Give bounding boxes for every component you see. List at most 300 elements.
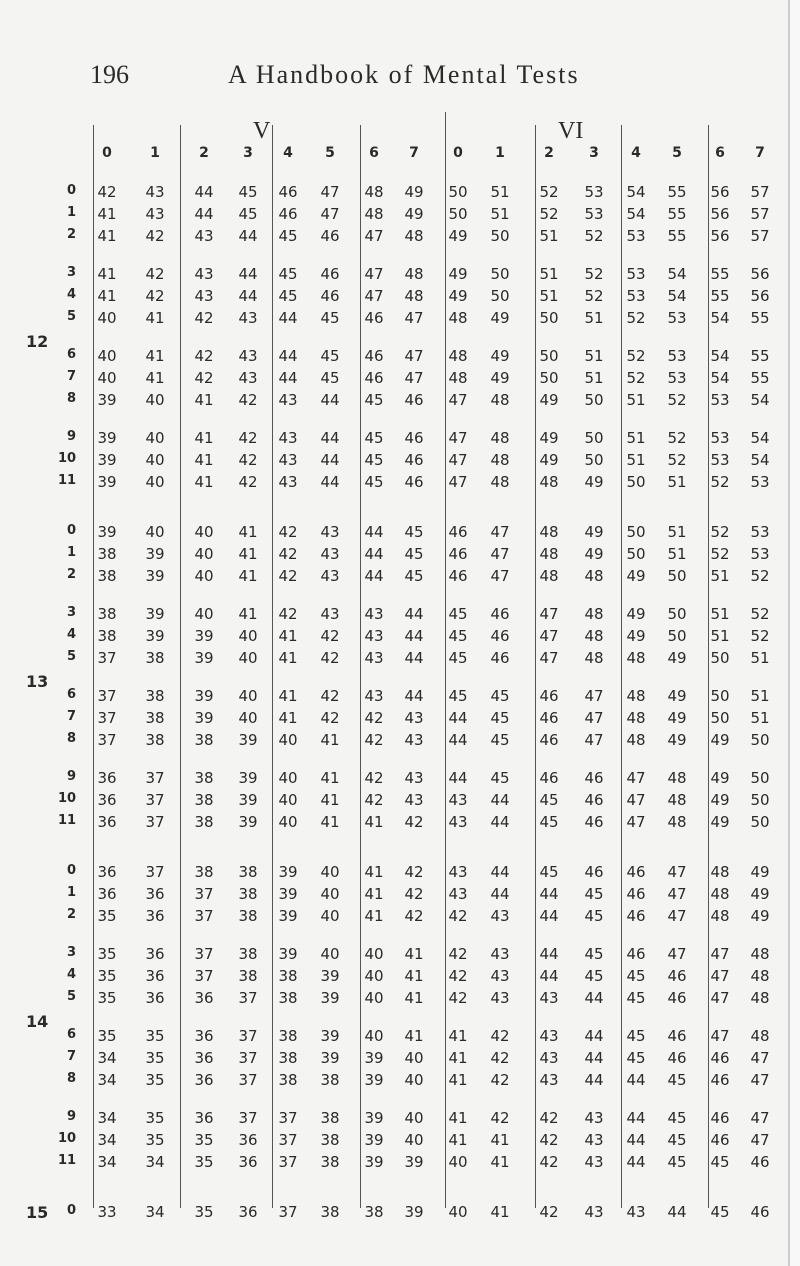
table-cell: 53 xyxy=(710,451,730,469)
table-cell: 49 xyxy=(750,885,770,903)
table-cell: 42 xyxy=(539,1109,559,1127)
table-cell: 44 xyxy=(584,1049,604,1067)
row-label: 2 xyxy=(66,227,76,242)
table-cell: 36 xyxy=(97,791,117,809)
table-cell: 47 xyxy=(584,731,604,749)
table-cell: 47 xyxy=(448,391,468,409)
table-cell: 34 xyxy=(97,1131,117,1149)
table-cell: 48 xyxy=(750,989,770,1007)
table-cell: 39 xyxy=(364,1049,384,1067)
row-label: 5 xyxy=(66,649,76,664)
table-cell: 45 xyxy=(448,649,468,667)
table-cell: 42 xyxy=(490,1027,510,1045)
table-cell: 41 xyxy=(404,1027,424,1045)
column-group-v: V xyxy=(253,118,271,144)
table-cell: 39 xyxy=(97,523,117,541)
table-cell: 39 xyxy=(194,709,214,727)
table-cell: 47 xyxy=(626,813,646,831)
table-cell: 41 xyxy=(278,649,298,667)
table-cell: 44 xyxy=(404,687,424,705)
table-cell: 46 xyxy=(710,1071,730,1089)
table-cell: 46 xyxy=(584,813,604,831)
table-cell: 47 xyxy=(710,1027,730,1045)
column-header: 7 xyxy=(409,145,419,161)
row-label: 11 xyxy=(58,473,77,488)
table-cell: 41 xyxy=(448,1049,468,1067)
table-cell: 34 xyxy=(97,1071,117,1089)
table-cell: 43 xyxy=(320,545,340,563)
table-cell: 49 xyxy=(667,687,687,705)
table-cell: 40 xyxy=(97,309,117,327)
table-cell: 43 xyxy=(404,731,424,749)
table-cell: 35 xyxy=(194,1131,214,1149)
table-cell: 40 xyxy=(364,989,384,1007)
table-cell: 48 xyxy=(404,227,424,245)
table-cell: 40 xyxy=(448,1153,468,1171)
table-cell: 53 xyxy=(626,287,646,305)
table-cell: 50 xyxy=(448,205,468,223)
table-cell: 41 xyxy=(320,791,340,809)
table-cell: 50 xyxy=(750,731,770,749)
table-cell: 35 xyxy=(97,989,117,1007)
table-cell: 55 xyxy=(667,183,687,201)
table-cell: 38 xyxy=(238,885,258,903)
table-cell: 53 xyxy=(667,347,687,365)
table-cell: 44 xyxy=(320,429,340,447)
table-cell: 40 xyxy=(238,627,258,645)
table-cell: 41 xyxy=(97,287,117,305)
table-cell: 45 xyxy=(490,731,510,749)
table-cell: 38 xyxy=(145,709,165,727)
row-label: 1 xyxy=(66,885,76,900)
table-cell: 45 xyxy=(539,863,559,881)
row-label: 4 xyxy=(66,287,76,302)
table-cell: 48 xyxy=(448,347,468,365)
table-cell: 52 xyxy=(584,265,604,283)
table-cell: 41 xyxy=(448,1071,468,1089)
table-cell: 38 xyxy=(145,649,165,667)
table-cell: 44 xyxy=(404,649,424,667)
table-cell: 49 xyxy=(710,813,730,831)
table-cell: 44 xyxy=(320,473,340,491)
table-cell: 44 xyxy=(626,1071,646,1089)
table-cell: 49 xyxy=(490,369,510,387)
table-cell: 47 xyxy=(448,429,468,447)
row-label: 11 xyxy=(58,1153,77,1168)
table-cell: 44 xyxy=(448,731,468,749)
table-cell: 44 xyxy=(584,989,604,1007)
table-cell: 43 xyxy=(626,1203,646,1221)
table-cell: 48 xyxy=(667,791,687,809)
table-cell: 54 xyxy=(710,347,730,365)
table-cell: 44 xyxy=(539,945,559,963)
table-cell: 48 xyxy=(404,287,424,305)
table-cell: 38 xyxy=(194,813,214,831)
table-cell: 44 xyxy=(238,287,258,305)
table-cell: 38 xyxy=(194,863,214,881)
table-cell: 43 xyxy=(238,347,258,365)
table-cell: 40 xyxy=(145,451,165,469)
table-cell: 54 xyxy=(626,205,646,223)
table-cell: 42 xyxy=(145,227,165,245)
table-cell: 46 xyxy=(539,687,559,705)
table-cell: 51 xyxy=(710,567,730,585)
table-cell: 46 xyxy=(448,545,468,563)
table-cell: 51 xyxy=(710,605,730,623)
table-cell: 36 xyxy=(145,907,165,925)
table-cell: 45 xyxy=(710,1203,730,1221)
table-cell: 47 xyxy=(626,769,646,787)
table-cell: 43 xyxy=(404,769,424,787)
table-cell: 42 xyxy=(539,1153,559,1171)
table-cell: 42 xyxy=(404,813,424,831)
table-cell: 46 xyxy=(404,473,424,491)
column-header: 1 xyxy=(495,145,505,161)
table-cell: 37 xyxy=(238,1027,258,1045)
table-cell: 37 xyxy=(278,1203,298,1221)
table-cell: 44 xyxy=(278,309,298,327)
table-cell: 44 xyxy=(194,205,214,223)
table-cell: 39 xyxy=(320,1027,340,1045)
table-cell: 42 xyxy=(194,309,214,327)
table-cell: 50 xyxy=(710,687,730,705)
table-cell: 42 xyxy=(448,989,468,1007)
column-group-vi: VI xyxy=(558,118,584,144)
table-cell: 46 xyxy=(539,731,559,749)
table-cell: 48 xyxy=(448,309,468,327)
table-cell: 44 xyxy=(626,1109,646,1127)
table-cell: 53 xyxy=(626,265,646,283)
table-cell: 50 xyxy=(750,813,770,831)
table-cell: 49 xyxy=(750,907,770,925)
table-cell: 48 xyxy=(626,687,646,705)
table-cell: 47 xyxy=(710,967,730,985)
table-cell: 38 xyxy=(278,967,298,985)
table-cell: 36 xyxy=(194,1027,214,1045)
table-cell: 47 xyxy=(667,885,687,903)
table-cell: 38 xyxy=(320,1131,340,1149)
table-cell: 45 xyxy=(404,523,424,541)
table-cell: 46 xyxy=(448,523,468,541)
table-cell: 53 xyxy=(750,523,770,541)
table-cell: 45 xyxy=(626,989,646,1007)
table-cell: 39 xyxy=(238,731,258,749)
table-cell: 49 xyxy=(584,523,604,541)
table-cell: 44 xyxy=(539,907,559,925)
table-cell: 36 xyxy=(145,945,165,963)
table-cell: 45 xyxy=(278,287,298,305)
table-cell: 45 xyxy=(667,1071,687,1089)
table-cell: 46 xyxy=(626,885,646,903)
table-cell: 46 xyxy=(750,1153,770,1171)
table-cell: 46 xyxy=(448,567,468,585)
table-cell: 48 xyxy=(539,545,559,563)
table-cell: 47 xyxy=(448,451,468,469)
table-cell: 43 xyxy=(404,709,424,727)
table-cell: 38 xyxy=(278,989,298,1007)
column-rule xyxy=(180,125,181,1208)
table-cell: 42 xyxy=(238,473,258,491)
table-cell: 45 xyxy=(364,473,384,491)
table-cell: 45 xyxy=(364,429,384,447)
table-cell: 42 xyxy=(278,523,298,541)
table-cell: 45 xyxy=(584,907,604,925)
table-cell: 46 xyxy=(667,1027,687,1045)
table-cell: 41 xyxy=(238,567,258,585)
table-cell: 41 xyxy=(145,347,165,365)
table-cell: 40 xyxy=(278,769,298,787)
table-cell: 39 xyxy=(238,813,258,831)
table-cell: 38 xyxy=(97,567,117,585)
table-cell: 54 xyxy=(667,265,687,283)
table-cell: 48 xyxy=(667,769,687,787)
table-cell: 43 xyxy=(584,1131,604,1149)
table-cell: 39 xyxy=(238,769,258,787)
table-cell: 40 xyxy=(364,967,384,985)
table-cell: 38 xyxy=(97,605,117,623)
table-cell: 36 xyxy=(145,967,165,985)
table-cell: 43 xyxy=(278,391,298,409)
table-cell: 43 xyxy=(539,1027,559,1045)
age-label: 13 xyxy=(26,672,49,691)
table-cell: 39 xyxy=(97,391,117,409)
table-cell: 50 xyxy=(626,545,646,563)
table-cell: 43 xyxy=(490,967,510,985)
table-cell: 40 xyxy=(194,545,214,563)
table-cell: 35 xyxy=(97,967,117,985)
column-header: 6 xyxy=(715,145,725,161)
table-cell: 40 xyxy=(320,885,340,903)
table-cell: 47 xyxy=(364,287,384,305)
table-cell: 50 xyxy=(626,473,646,491)
table-cell: 37 xyxy=(97,649,117,667)
table-cell: 42 xyxy=(238,429,258,447)
table-cell: 52 xyxy=(584,227,604,245)
table-cell: 41 xyxy=(278,687,298,705)
table-cell: 45 xyxy=(404,545,424,563)
table-cell: 50 xyxy=(539,309,559,327)
table-cell: 47 xyxy=(364,227,384,245)
table-cell: 48 xyxy=(584,649,604,667)
table-cell: 48 xyxy=(364,183,384,201)
table-cell: 40 xyxy=(194,523,214,541)
row-label: 3 xyxy=(66,945,76,960)
table-cell: 38 xyxy=(320,1109,340,1127)
table-cell: 48 xyxy=(364,205,384,223)
table-cell: 42 xyxy=(404,907,424,925)
table-cell: 35 xyxy=(145,1049,165,1067)
table-cell: 52 xyxy=(626,369,646,387)
table-cell: 35 xyxy=(97,1027,117,1045)
table-cell: 45 xyxy=(710,1153,730,1171)
column-header: 4 xyxy=(283,145,293,161)
table-cell: 48 xyxy=(710,863,730,881)
table-cell: 43 xyxy=(448,863,468,881)
table-cell: 47 xyxy=(667,907,687,925)
table-cell: 48 xyxy=(539,523,559,541)
table-cell: 44 xyxy=(626,1153,646,1171)
table-cell: 51 xyxy=(584,309,604,327)
table-cell: 53 xyxy=(667,369,687,387)
table-cell: 39 xyxy=(194,627,214,645)
table-cell: 52 xyxy=(750,627,770,645)
table-cell: 52 xyxy=(667,429,687,447)
table-cell: 49 xyxy=(539,391,559,409)
table-cell: 47 xyxy=(667,863,687,881)
table-cell: 48 xyxy=(626,649,646,667)
table-cell: 46 xyxy=(320,287,340,305)
table-cell: 54 xyxy=(667,287,687,305)
table-cell: 56 xyxy=(710,183,730,201)
table-cell: 39 xyxy=(404,1153,424,1171)
table-cell: 36 xyxy=(194,1049,214,1067)
table-cell: 41 xyxy=(404,967,424,985)
table-cell: 41 xyxy=(490,1203,510,1221)
table-cell: 47 xyxy=(750,1049,770,1067)
table-cell: 41 xyxy=(364,863,384,881)
table-cell: 49 xyxy=(710,769,730,787)
table-cell: 41 xyxy=(404,989,424,1007)
table-cell: 50 xyxy=(490,287,510,305)
table-cell: 49 xyxy=(626,605,646,623)
table-cell: 50 xyxy=(490,227,510,245)
table-cell: 42 xyxy=(320,649,340,667)
table-cell: 50 xyxy=(584,391,604,409)
table-cell: 39 xyxy=(278,945,298,963)
table-cell: 44 xyxy=(320,391,340,409)
table-cell: 41 xyxy=(97,265,117,283)
table-cell: 52 xyxy=(626,347,646,365)
age-label: 14 xyxy=(26,1012,49,1031)
table-cell: 43 xyxy=(539,1071,559,1089)
table-cell: 45 xyxy=(278,265,298,283)
table-cell: 36 xyxy=(194,989,214,1007)
table-cell: 46 xyxy=(750,1203,770,1221)
table-cell: 43 xyxy=(238,369,258,387)
table-cell: 44 xyxy=(194,183,214,201)
table-cell: 39 xyxy=(194,687,214,705)
table-cell: 42 xyxy=(320,687,340,705)
table-cell: 51 xyxy=(584,369,604,387)
table-cell: 38 xyxy=(145,687,165,705)
table-cell: 52 xyxy=(584,287,604,305)
table-cell: 46 xyxy=(404,429,424,447)
table-cell: 39 xyxy=(97,429,117,447)
table-cell: 42 xyxy=(320,627,340,645)
table-cell: 55 xyxy=(710,287,730,305)
column-header: 4 xyxy=(631,145,641,161)
table-cell: 39 xyxy=(364,1071,384,1089)
table-cell: 48 xyxy=(710,907,730,925)
table-cell: 41 xyxy=(97,205,117,223)
table-cell: 43 xyxy=(584,1109,604,1127)
table-cell: 44 xyxy=(238,227,258,245)
table-cell: 45 xyxy=(490,687,510,705)
table-cell: 45 xyxy=(320,347,340,365)
table-cell: 36 xyxy=(97,813,117,831)
table-cell: 51 xyxy=(539,265,559,283)
table-cell: 43 xyxy=(448,885,468,903)
table-cell: 41 xyxy=(320,731,340,749)
table-cell: 41 xyxy=(278,709,298,727)
table-cell: 46 xyxy=(584,863,604,881)
table-cell: 50 xyxy=(750,791,770,809)
table-cell: 53 xyxy=(667,309,687,327)
table-cell: 47 xyxy=(490,523,510,541)
table-cell: 43 xyxy=(539,1049,559,1067)
table-cell: 36 xyxy=(145,885,165,903)
table-cell: 37 xyxy=(238,1049,258,1067)
table-cell: 37 xyxy=(194,967,214,985)
table-cell: 40 xyxy=(448,1203,468,1221)
table-cell: 46 xyxy=(364,309,384,327)
table-cell: 48 xyxy=(539,473,559,491)
table-cell: 43 xyxy=(320,605,340,623)
table-cell: 47 xyxy=(750,1071,770,1089)
table-cell: 48 xyxy=(448,369,468,387)
table-cell: 47 xyxy=(404,347,424,365)
table-cell: 38 xyxy=(278,1027,298,1045)
table-cell: 50 xyxy=(539,347,559,365)
table-cell: 42 xyxy=(490,1071,510,1089)
table-cell: 39 xyxy=(278,863,298,881)
table-cell: 38 xyxy=(238,907,258,925)
table-cell: 37 xyxy=(97,687,117,705)
table-cell: 46 xyxy=(320,227,340,245)
table-cell: 37 xyxy=(194,907,214,925)
table-cell: 42 xyxy=(194,347,214,365)
table-cell: 42 xyxy=(194,369,214,387)
table-cell: 45 xyxy=(667,1131,687,1149)
table-cell: 45 xyxy=(626,967,646,985)
table-cell: 46 xyxy=(364,347,384,365)
table-cell: 48 xyxy=(750,967,770,985)
table-cell: 48 xyxy=(626,709,646,727)
table-cell: 40 xyxy=(364,1027,384,1045)
table-cell: 49 xyxy=(667,709,687,727)
table-cell: 47 xyxy=(750,1131,770,1149)
table-cell: 54 xyxy=(750,451,770,469)
table-cell: 41 xyxy=(238,545,258,563)
table-cell: 48 xyxy=(626,731,646,749)
table-cell: 41 xyxy=(145,309,165,327)
table-cell: 49 xyxy=(667,649,687,667)
table-cell: 48 xyxy=(750,1027,770,1045)
age-label: 15 xyxy=(26,1203,49,1222)
table-cell: 42 xyxy=(448,967,468,985)
table-cell: 45 xyxy=(626,1049,646,1067)
table-cell: 47 xyxy=(320,205,340,223)
table-cell: 52 xyxy=(750,605,770,623)
table-cell: 36 xyxy=(238,1203,258,1221)
table-cell: 51 xyxy=(490,205,510,223)
table-cell: 56 xyxy=(750,265,770,283)
table-cell: 37 xyxy=(145,769,165,787)
table-cell: 47 xyxy=(448,473,468,491)
table-cell: 35 xyxy=(97,945,117,963)
row-label: 1 xyxy=(66,205,76,220)
table-cell: 47 xyxy=(539,649,559,667)
table-cell: 44 xyxy=(448,709,468,727)
table-cell: 35 xyxy=(145,1071,165,1089)
table-cell: 48 xyxy=(584,567,604,585)
table-cell: 40 xyxy=(404,1071,424,1089)
column-header: 5 xyxy=(325,145,335,161)
table-cell: 44 xyxy=(490,885,510,903)
table-cell: 41 xyxy=(278,627,298,645)
table-cell: 51 xyxy=(667,523,687,541)
row-label: 5 xyxy=(66,309,76,324)
